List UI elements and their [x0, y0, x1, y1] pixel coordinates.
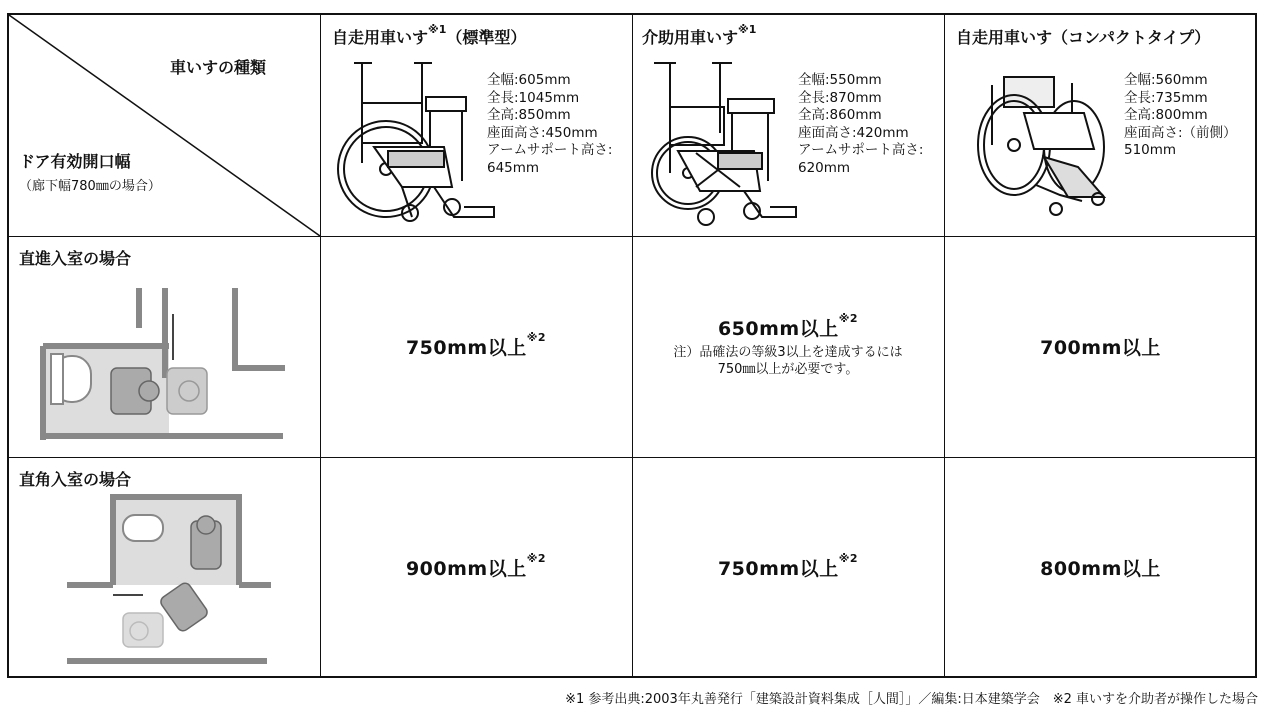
footnote-mark: ※1	[428, 23, 447, 36]
footnote-mark: ※2	[838, 312, 859, 325]
attendant-wheelchair-icon	[648, 57, 798, 227]
row-label: 直角入室の場合	[19, 470, 132, 489]
footnote-mark: ※2	[526, 331, 547, 344]
column-header-standard	[320, 15, 632, 236]
column-title: 自走用車いす	[332, 28, 429, 47]
wheelchair-specs: 全幅:550mm 全長:870mm 全高:860mm 座面高さ:420mm アームサポート高さ: 620mm	[798, 72, 924, 176]
row-label: 直進入室の場合	[19, 249, 132, 268]
value-cell	[944, 457, 1257, 678]
door-width-table	[7, 13, 1257, 678]
column-title: 自走用車いす（コンパクトタイプ）	[956, 28, 1211, 47]
door-width-value: 650mm以上	[717, 318, 839, 340]
footnote-mark: ※1	[738, 23, 757, 36]
door-width-value: 750mm以上	[405, 337, 527, 359]
door-width-label: ドア有効開口幅	[19, 152, 131, 171]
straight-entry-floorplan-icon	[39, 286, 299, 446]
row-straight-entry	[9, 236, 320, 457]
footnote-mark: ※2	[838, 552, 859, 565]
door-width-value: 750mm以上	[717, 558, 839, 580]
wheelchair-specs: 全幅:605mm 全長:1045mm 全高:850mm 座面高さ:450mm アームサポート高さ: 645mm	[487, 72, 613, 176]
value-cell	[632, 236, 944, 457]
value-cell	[944, 236, 1257, 457]
footnote-mark: ※2	[526, 552, 547, 565]
column-header-compact	[944, 15, 1257, 236]
footnotes: ※1 参考出典:2003年丸善発行「建築設計資料集成［人間］」／編集:日本建築学会 ※2 車いすを介助者が操作した場合	[565, 692, 1258, 707]
diagonal-divider	[9, 15, 320, 236]
corner-header-cell	[9, 15, 320, 236]
corridor-width-note: （廊下幅780㎜の場合）	[19, 179, 161, 194]
row-right-angle-entry	[9, 457, 320, 678]
grade-note: 注）品確法の等級3以上を達成するには 750㎜以上が必要です。	[673, 345, 903, 377]
door-width-value: 800mm以上	[1040, 558, 1161, 580]
door-width-value: 900mm以上	[405, 558, 527, 580]
compact-wheelchair-icon	[974, 73, 1124, 223]
value-cell	[320, 236, 632, 457]
column-title: 介助用車いす	[642, 28, 739, 47]
column-header-attendant	[632, 15, 944, 236]
column-title-suffix: （標準型）	[446, 28, 527, 47]
standard-wheelchair-icon	[334, 57, 494, 227]
wheelchair-specs: 全幅:560mm 全長:735mm 全高:800mm 座面高さ:（前側） 510mm	[1124, 72, 1237, 158]
value-cell	[632, 457, 944, 678]
wheelchair-type-label: 車いすの種類	[170, 58, 267, 77]
value-cell	[320, 457, 632, 678]
right-angle-entry-floorplan-icon	[63, 491, 283, 671]
door-width-value: 700mm以上	[1040, 337, 1161, 359]
